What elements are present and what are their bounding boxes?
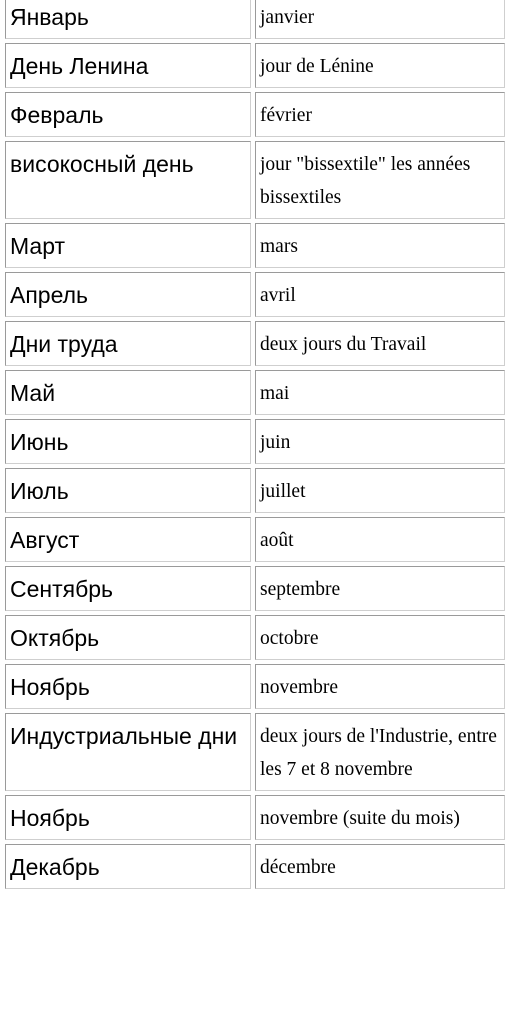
french-month-cell: novembre (suite du mois) [255,795,505,840]
russian-month-cell: Июнь [5,419,251,464]
table-row [5,517,505,562]
french-month-cell: juillet [255,468,505,513]
russian-month-cell: Ноябрь [5,795,251,840]
french-month-cell: janvier [255,0,505,39]
table-row [5,419,505,464]
french-month-cell: juin [255,419,505,464]
table-row [5,43,505,88]
russian-month-cell: Октябрь [5,615,251,660]
french-month-cell: jour de Lénine [255,43,505,88]
russian-month-cell: Дни труда [5,321,251,366]
table-row [5,223,505,268]
russian-month-cell: Декабрь [5,844,251,889]
french-month-cell: deux jours du Travail [255,321,505,366]
table-row [5,566,505,611]
table-row [5,321,505,366]
russian-month-cell: Май [5,370,251,415]
table-row [5,468,505,513]
russian-month-cell: Март [5,223,251,268]
table-body [5,0,505,889]
table-row [5,844,505,889]
table-row [5,0,505,39]
months-translation-table [1,0,509,893]
french-month-cell: février [255,92,505,137]
russian-month-cell: Индустриальные дни [5,713,251,791]
french-month-cell: mars [255,223,505,268]
french-month-cell: deux jours de l'Industrie, entre les 7 et 8 novembre [255,713,505,791]
table-row [5,664,505,709]
table-row [5,92,505,137]
table-row [5,795,505,840]
table-row [5,615,505,660]
french-month-cell: octobre [255,615,505,660]
russian-month-cell: Июль [5,468,251,513]
table-row [5,141,505,219]
french-month-cell: décembre [255,844,505,889]
french-month-cell: novembre [255,664,505,709]
russian-month-cell: Ноябрь [5,664,251,709]
russian-month-cell: Апрель [5,272,251,317]
french-month-cell: avril [255,272,505,317]
table-row [5,272,505,317]
table-row [5,370,505,415]
russian-month-cell: Август [5,517,251,562]
table-row [5,713,505,791]
french-month-cell: mai [255,370,505,415]
russian-month-cell: День Ленина [5,43,251,88]
french-month-cell: septembre [255,566,505,611]
french-month-cell: jour "bissextile" les années bissextiles [255,141,505,219]
russian-month-cell: Февраль [5,92,251,137]
french-month-cell: août [255,517,505,562]
russian-month-cell: Сентябрь [5,566,251,611]
russian-month-cell: Январь [5,0,251,39]
russian-month-cell: високосный день [5,141,251,219]
